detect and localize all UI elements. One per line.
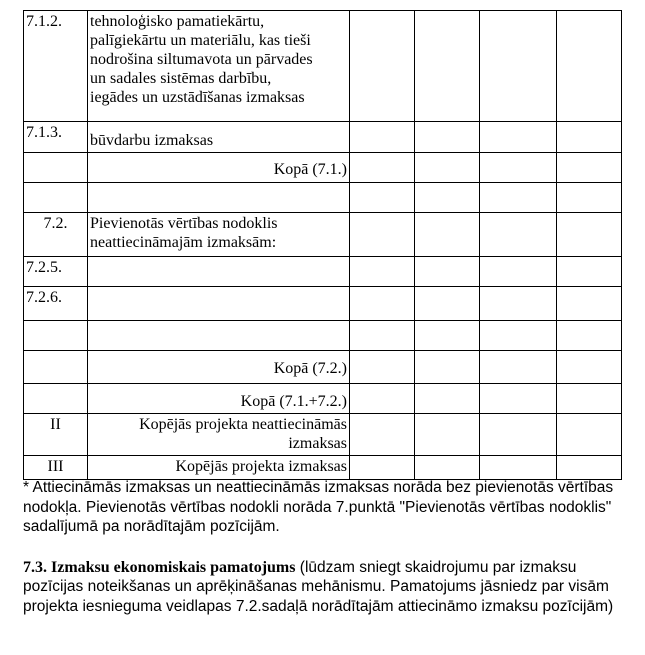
- table-row-total-7-2: [24, 351, 622, 384]
- number-cell: [24, 351, 88, 384]
- description-line: un sadales sistēmas darbību,: [90, 70, 272, 87]
- row-number: 7.2.6.: [24, 287, 88, 321]
- value-cell: [480, 351, 557, 384]
- row-total-label: [88, 414, 350, 456]
- value-cell: [350, 287, 415, 321]
- description-line: palīgiekārtu un materiālu, kas tieši: [90, 32, 311, 49]
- value-cell: [557, 414, 622, 456]
- row-total-label: Kopā (7.1.+7.2.): [88, 384, 350, 414]
- table-row-7-2: [24, 213, 622, 257]
- value-cell: [350, 183, 415, 213]
- value-cell: [350, 414, 415, 456]
- table-row-7-1-2: [24, 11, 622, 122]
- table-row-blank: [24, 321, 622, 351]
- value-cell: [557, 384, 622, 414]
- value-cell: [350, 153, 415, 183]
- section-7-3: [23, 558, 623, 617]
- value-cell: [557, 183, 622, 213]
- value-cell: [415, 456, 480, 480]
- value-cell: [415, 183, 480, 213]
- value-cell: [557, 213, 622, 257]
- row-number: III: [24, 456, 88, 480]
- value-cell: [415, 11, 480, 122]
- value-cell: [480, 11, 557, 122]
- row-description: [88, 11, 350, 122]
- description-cell: [88, 183, 350, 213]
- row-number: 7.1.2.: [24, 11, 88, 122]
- row-number: II: [24, 414, 88, 456]
- value-cell: [480, 384, 557, 414]
- value-cell: [415, 257, 480, 287]
- value-cell: [480, 213, 557, 257]
- row-total-label: Kopā (7.1.): [88, 153, 350, 183]
- value-cell: [557, 351, 622, 384]
- section-text: (lūdzam sniegt skaidrojumu par izmaksu pozīcijas noteikšanas un aprēķināšanas mehānismu. Pamatojums jāsniedz par visām projekta iesnieguma veidlapas 7.2.sadaļā norādītajām attiecināmo izmaksu pozīcijām): [23, 558, 614, 615]
- table-row-ii: [24, 414, 622, 456]
- value-cell: [480, 257, 557, 287]
- value-cell: [480, 122, 557, 153]
- value-cell: [350, 351, 415, 384]
- value-cell: [480, 414, 557, 456]
- row-number: 7.1.3.: [24, 122, 88, 153]
- value-cell: [557, 456, 622, 480]
- table-row-total-7-1: [24, 153, 622, 183]
- value-cell: [415, 351, 480, 384]
- value-cell: [415, 321, 480, 351]
- value-cell: [480, 456, 557, 480]
- value-cell: [415, 414, 480, 456]
- table-row-total-7-1-7-2: [24, 384, 622, 414]
- total-label-line: izmaksas: [288, 435, 347, 452]
- description-line: nodrošina siltumavota un pārvades: [90, 51, 313, 68]
- description-line: tehnoloģisko pamatiekārtu,: [90, 13, 265, 30]
- value-cell: [415, 153, 480, 183]
- value-cell: [557, 153, 622, 183]
- footnote: * Attiecināmās izmaksas un neattiecināmās izmaksas norāda bez pievienotās vērtības nodokļa. Pievienotās vērtības nodokli norāda 7.punktā "Pievienotās vērtības nodoklis" sadalījumā pa norādītajām pozīcijām.: [23, 479, 614, 535]
- value-cell: [350, 384, 415, 414]
- value-cell: [480, 183, 557, 213]
- row-description: būvdarbu izmaksas: [88, 122, 350, 153]
- number-cell: [24, 183, 88, 213]
- section-heading: 7.3. Izmaksu ekonomiskais pamatojums: [23, 558, 296, 576]
- table-row-7-2-6: [24, 287, 622, 321]
- value-cell: [350, 122, 415, 153]
- value-cell: [350, 11, 415, 122]
- description-line: iegādes un uzstādīšanas izmaksas: [90, 89, 305, 106]
- row-number: 7.2.: [24, 213, 88, 257]
- value-cell: [415, 122, 480, 153]
- value-cell: [480, 153, 557, 183]
- value-cell: [480, 287, 557, 321]
- row-description: [88, 213, 350, 257]
- value-cell: [557, 287, 622, 321]
- table-row-iii: [24, 456, 622, 480]
- number-cell: [24, 321, 88, 351]
- description-cell: [88, 287, 350, 321]
- table-row-blank: [24, 183, 622, 213]
- value-cell: [415, 287, 480, 321]
- description-cell: [88, 257, 350, 287]
- description-line: Pievienotās vērtības nodoklis: [90, 215, 278, 232]
- value-cell: [557, 257, 622, 287]
- value-cell: [415, 384, 480, 414]
- notes-block: [23, 478, 623, 616]
- value-cell: [557, 11, 622, 122]
- value-cell: [350, 257, 415, 287]
- total-label-line: Kopējās projekta neattiecināmās: [139, 416, 347, 433]
- description-cell: [88, 321, 350, 351]
- row-total-label: Kopā (7.2.): [88, 351, 350, 384]
- row-total-label: Kopējās projekta izmaksas: [88, 456, 350, 480]
- value-cell: [557, 122, 622, 153]
- value-cell: [350, 213, 415, 257]
- value-cell: [480, 321, 557, 351]
- row-number: 7.2.5.: [24, 257, 88, 287]
- table-row-7-2-5: [24, 257, 622, 287]
- table-row-7-1-3: [24, 122, 622, 153]
- value-cell: [415, 213, 480, 257]
- value-cell: [557, 321, 622, 351]
- cost-table: [23, 10, 622, 480]
- description-line: neattiecināmajām izmaksām:: [90, 234, 277, 251]
- number-cell: [24, 384, 88, 414]
- value-cell: [350, 321, 415, 351]
- number-cell: [24, 153, 88, 183]
- value-cell: [350, 456, 415, 480]
